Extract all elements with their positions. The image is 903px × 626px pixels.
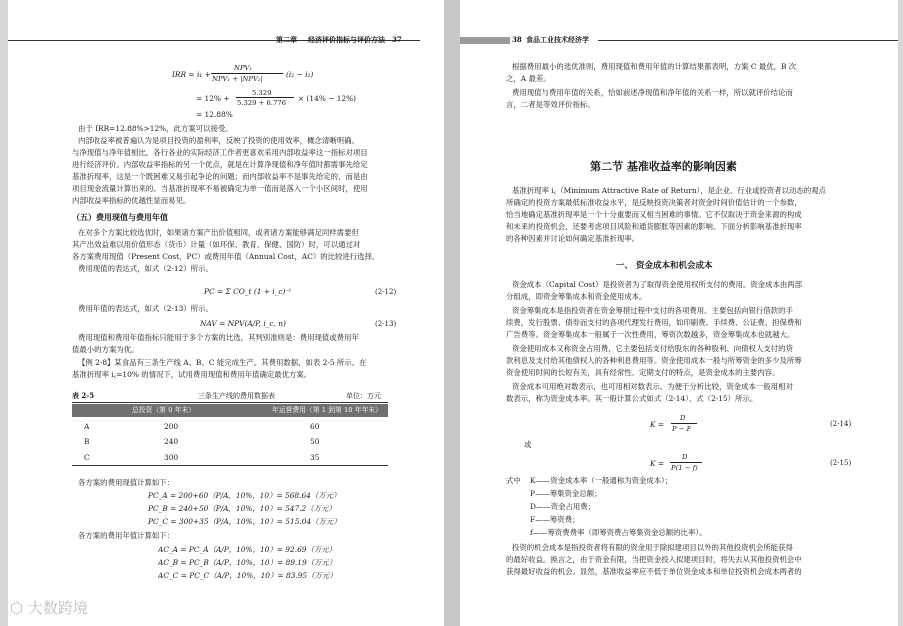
- table-cell: B: [84, 437, 90, 446]
- para1-line: 项目现金流量计算出来的。当基准折现率不易被确定为单一值而是落入一个小区间时，使用: [72, 184, 368, 193]
- table-header-row: [72, 404, 388, 417]
- table-cell: 60: [310, 422, 320, 431]
- eq14-den: P − F: [672, 425, 692, 433]
- pc-line: PC_C = 300+35（P/A，10%，10）= 515.04（万元）: [148, 517, 341, 526]
- left-page: [8, 0, 444, 626]
- chapter-title: 经济评价指标与评价方法: [308, 35, 385, 44]
- para1-line: 与净现值与净年值相比，各行各业的实际经济工作者更喜欢采用内部收益率这一指标对项目: [72, 148, 368, 157]
- irr-frac-num: NPV₁: [234, 64, 253, 72]
- table-cell: 35: [310, 453, 320, 462]
- ac-line: AC_C = PC_C（A/P，10%，10）= 83.95（万元）: [158, 571, 337, 580]
- table-cell: 240: [164, 437, 179, 446]
- eq14-num: D: [680, 414, 686, 422]
- para2-line: 资金使用成本又称资金占用费，它主要包括支付给股东的各种股利、向债权人支付的贷: [512, 344, 793, 353]
- para2-line: 数表示，称为资金成本率。其一般计算公式如式（2-14）、式（2-15）所示。: [506, 394, 758, 403]
- irr-step2-pre: = 12% +: [196, 94, 230, 103]
- eq14-lhs: K =: [650, 420, 665, 429]
- book-title: 食品工业技术经济学: [526, 35, 589, 44]
- page-number: 38: [512, 35, 522, 44]
- or-word: 或: [524, 440, 532, 449]
- table-top-rule: [72, 402, 388, 403]
- irr-tail: (i₂ − i₁): [286, 70, 314, 79]
- irr-conclusion: 由于 IRR=12.88%>12%，此方案可以接受。: [78, 124, 233, 133]
- para2-line: 费用现值的表达式，如式（2-12）所示。: [78, 264, 213, 273]
- ac-intro: 各方案的费用年值计算如下：: [78, 531, 175, 540]
- example-line: 【例 2-8】某食品有三条生产线 A、B、C 能完成生产。其费用数据，如表 2-5 所示。在: [78, 358, 367, 367]
- eq-2-13-number: (2-13): [375, 320, 397, 328]
- table-cell: A: [84, 422, 90, 431]
- table-header-cell: 年运营费用（第 1 到第 10 年年末）: [272, 406, 382, 414]
- para0-line: 言，二者是等效评价指标。: [506, 100, 595, 109]
- watermark-icon: ⬡: [10, 599, 24, 617]
- header-rule: [598, 40, 898, 41]
- irr-step2-tail: × (14% − 12%): [298, 94, 357, 103]
- para2-line: 其产出效益难以用价值形态（货币）计量（如环保、教育、保健、国防）时，可以通过对: [72, 240, 361, 249]
- table-cell: C: [84, 453, 90, 462]
- para2-line: 各方案费用现值（Present Cost，PC）或费用年值（Annual Cost，AC）的比较进行选择。: [72, 252, 380, 261]
- right-page: [460, 0, 898, 626]
- def-line: f——筹资费费率（即筹资费占筹集资金总额的比率）。: [530, 528, 707, 537]
- irr-lhs: IRR = i₁ +: [172, 70, 211, 79]
- para2-line: 续费，发行股票、债券而支付的各项代理发行费用，如印刷费、手续费、公证费、担保费和: [506, 318, 802, 327]
- page-number: 37: [392, 35, 402, 44]
- eq-2-13: NAV = NPV(A/P, i_c, n): [200, 319, 286, 328]
- page-gutter: [444, 0, 460, 626]
- para1-line: 和未来的投资机会，还要考虑项目风险和通货膨胀等因素的影响。下面分析影响基准折现率: [506, 222, 802, 231]
- table-label: 表 2-5: [72, 391, 95, 400]
- table-header-cell: 总投资（第 0 年末）: [132, 406, 196, 414]
- para2-line: 广告费等。资金筹集成本一般属于一次性费用，筹资次数越多，资金筹集成本也就越大。: [506, 330, 795, 339]
- header-grey-bar: [460, 37, 510, 44]
- table-cell: 50: [310, 437, 320, 446]
- irr-step2-den: 5.329 + 6.776: [237, 99, 286, 107]
- para3-line: 值最小的方案为优。: [72, 345, 139, 354]
- irr-frac-den: NPV₁ + |NPV₂|: [212, 75, 263, 83]
- pc-line: PC_B = 240+50（P/A，10%，10）= 547.2（万元）: [148, 504, 336, 513]
- pc-intro: 各方案的费用现值计算如下：: [78, 478, 175, 487]
- eq15-lhs: K =: [650, 459, 665, 468]
- para1-line: 基准折现率，这是一个既困难又易引起争论的问题；而内部收益率不是事先给定的，而是由: [72, 172, 368, 181]
- eq15-num: D: [682, 453, 688, 461]
- para1-line: 内部收益率被普遍认为是项目投资的盈利率，反映了投资的使用效率，概念清晰明确。: [78, 136, 359, 145]
- def-line: P——筹集资金总额；: [530, 489, 602, 498]
- irr-result: = 12.88%: [196, 110, 233, 119]
- pc-line: PC_A = 200+60（P/A，10%，10）= 568.64（万元）: [148, 491, 341, 500]
- eq-2-12-number: (2-12): [375, 288, 397, 296]
- eq-2-12: PC = Σ CO_t (1 + i_c)⁻ᵗ: [204, 287, 292, 296]
- def-line: K——资金成本率（一般通称为资金成本）；: [530, 476, 673, 485]
- para1-line: 恰当地确定基准折现率是一个十分重要而又相当困难的事情。它不仅取决于资金来源的构成: [506, 210, 802, 219]
- para1-line: 所确定的投资方案最低标准收益水平，是反映投资决策者对资金时间价值估计的一个参数，: [506, 198, 802, 207]
- table-cell: 300: [164, 453, 179, 462]
- subsection-title: 一、 资金成本和机会成本: [616, 261, 713, 271]
- irr-step2-num: 5.329: [252, 89, 272, 97]
- para2-line: 资金筹集成本是指投资者在资金筹措过程中支付的各项费用。主要包括向银行借款的手: [512, 306, 793, 315]
- eq-2-14-number: (2-14): [830, 420, 852, 428]
- eq15-den: P(1 − f): [671, 464, 698, 472]
- example-line: 基准折现率 i꜀=10% 的情况下，试用费用现值和费用年值确定最优方案。: [72, 370, 312, 379]
- para3-line: 投资的机会成本是指投资者将有限的资金用于除拟建项目以外的其他投资机会所能获得: [512, 543, 793, 552]
- watermark-text: 大数跨境: [27, 599, 88, 617]
- para2-line: 资金成本可用绝对数表示，也可用相对数表示。为便于分析比较，资金成本一般用相对: [512, 382, 793, 391]
- table-cell: 200: [164, 422, 179, 431]
- para2-line: 款利息及支付给其他债权人的各种利息费用等。资金使用成本一般与所筹资金的多少及所筹: [506, 356, 802, 365]
- section5-title: （五）费用现值与费用年值: [72, 212, 168, 222]
- para1-line: 内部收益率指标的优越性显而易见。: [72, 196, 191, 205]
- para2-line: 资金成本（Capital Cost）是投资者为了取得资金使用权所支付的费用。资金成本由两部: [512, 280, 803, 289]
- section-title: 第二节 基准收益率的影响因素: [590, 160, 737, 173]
- para2-line: 资金使用时间的长短有关，具有经常性、定期支付的特点，是资金成本的主要内容。: [506, 368, 780, 377]
- para1-line: 进行经济评价。内部收益率指标的另一个优点，就是在计算净现值和净年值时都需事先给定: [72, 160, 368, 169]
- table-title: 三条生产线的费用数据表: [198, 392, 275, 400]
- eq13-intro: 费用年值的表达式，如式（2-13）所示。: [78, 304, 213, 313]
- para2-line: 分组成，即资金筹集成本和资金使用成本。: [506, 292, 647, 301]
- para0-line: 费用现值与费用年值的关系，恰如前述净现值和净年值的关系一样，所以就评价结论而: [512, 88, 793, 97]
- para3-line: 费用现值和费用年值指标只能用于多个方案的比选，其判别准则是：费用现值或费用年: [78, 333, 359, 342]
- para1-line: 基准折现率 i꜀（Minimum Attractive Rate of Return），是企业、行业或投资者以动态的观点: [512, 186, 826, 195]
- def-line: D——资金占用费；: [530, 502, 596, 511]
- para2-line: 在对多个方案比较选优时，如果诸方案产出价值相同，或者诸方案能够满足同样需要但: [78, 228, 359, 237]
- watermark-logo: [10, 597, 88, 618]
- table-unit: 单位：万元: [346, 392, 381, 400]
- table-bottom-rule: [72, 465, 388, 466]
- ac-line: AC_A = PC_A（A/P，10%，10）= 92.69（万元）: [158, 545, 337, 554]
- para0-line: 根据费用最小的选优准则，费用现值和费用年值的计算结果都表明，方案 C 最优，B 次: [512, 62, 797, 71]
- defs-label: 式中: [506, 476, 521, 485]
- def-line: F——筹资费；: [530, 515, 580, 524]
- para0-line: 之，A 最差。: [506, 74, 551, 83]
- chapter-label: 第二章: [276, 35, 297, 44]
- para1-line: 的各种因素并讨论如何确定基准折现率。: [506, 234, 640, 243]
- para3-line: 的最好收益。换言之，由于资金有限，当把资金投入拟建项目时，将失去从其他投资机会中: [506, 555, 802, 564]
- para3-line: 获得最好收益的机会。显然，基准收益率应不低于单位资金成本和单位投资机会成本两者的: [506, 567, 802, 576]
- ac-line: AC_B = PC_B（A/P，10%，10）= 89.19（万元）: [158, 558, 337, 567]
- eq-2-15-number: (2-15): [830, 459, 852, 467]
